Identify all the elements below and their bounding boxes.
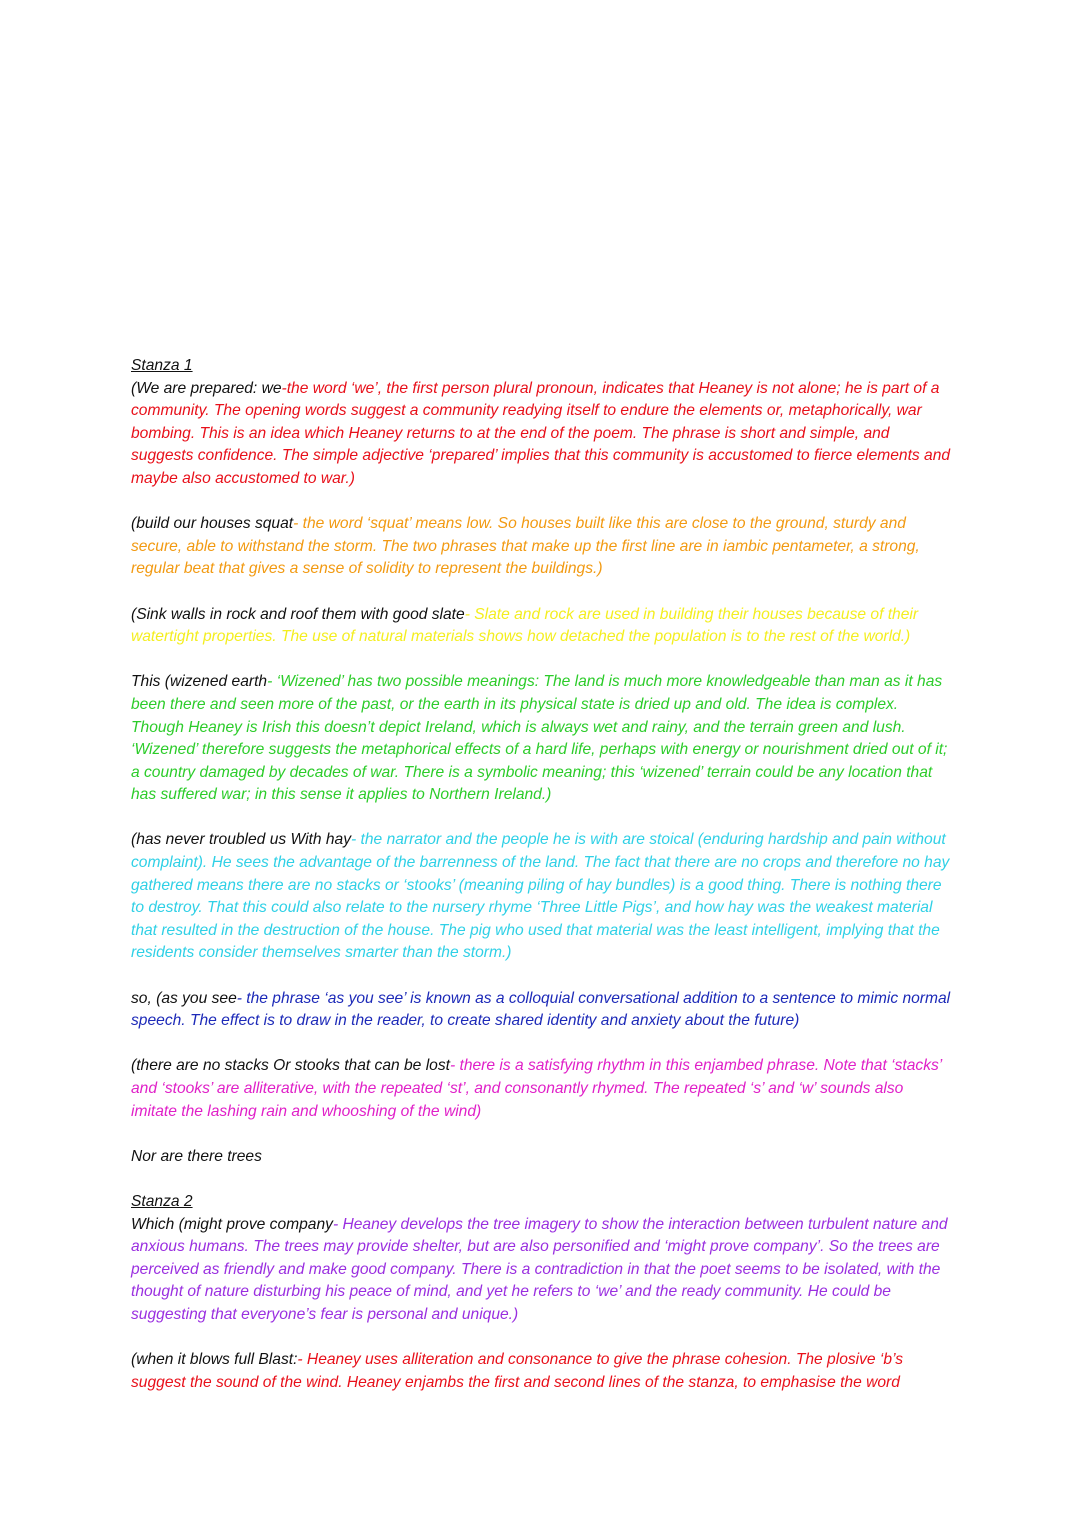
annotation-paragraph	[131, 1214, 951, 1327]
poem-quote: Which (might prove company	[131, 1215, 333, 1233]
poem-quote: (build our houses squat	[131, 515, 294, 533]
annotation-note: - ‘Wizened’ has two possible meanings: The land is much more knowledgeable than man as it has been there and seen more of the past, or the earth in its physical state is dried up and old. The idea is complex. Though Heaney is Irish this doesn’t depict Ireland, which is always wet and rainy, and the terrain green and lush. ‘Wizened’ therefore suggests the metaphorical effects of a hard life, perhaps with energy or nourishment dried out of it; a country damaged by decades of war. There is a symbolic meaning; this ‘wizened’ terrain could be any location that has suffered war; in this sense it applies to Northern Ireland.)	[131, 673, 948, 804]
stanza-1-heading: Stanza 1	[131, 357, 193, 374]
annotation-paragraph	[131, 513, 951, 581]
annotation-paragraph	[131, 378, 951, 491]
poem-quote: (Sink walls in rock and roof them with good slate	[131, 605, 465, 623]
annotation-note: - there is a satisfying rhythm in this enjambed phrase. Note that ‘stacks’ and ‘stooks’ are alliterative, with the repeated ‘st’, and consonantly rhymed. The repeated ‘s’ and ‘w’ sounds also imitate the lashing rain and whooshing of the wind)	[131, 1057, 942, 1120]
poem-quote: (there are no stacks Or stooks that can be lost	[131, 1057, 450, 1075]
stanza-2-heading: Stanza 2	[131, 1192, 193, 1210]
annotation-paragraph	[131, 829, 951, 965]
poem-line	[131, 1146, 951, 1169]
poem-quote: (has never troubled us With hay	[131, 831, 352, 849]
poem-quote: so, (as you see	[131, 989, 237, 1007]
annotation-note: - the word ‘squat’ means low. So houses built like this are close to the ground, sturdy and secure, able to withstand the storm. The two phrases that make up the first line are in iambic pentameter, a strong, regular beat that gives a sense of solidity to represent the buildings.)	[131, 515, 920, 578]
annotation-note: - Heaney uses alliteration and consonance to give the phrase cohesion. The plosive ‘b’s suggest the sound of the wind. Heaney enjambs the first and second lines of the stanza, to emphasise the word	[131, 1351, 904, 1391]
poem-quote: Nor are there trees	[131, 1147, 262, 1165]
annotation-note: - Slate and rock are used in building their houses because of their watertight properties. The use of natural materials shows how detached the population is to the rest of the world.)	[131, 605, 919, 646]
document-page	[131, 355, 951, 1417]
annotation-note: - the phrase ‘as you see’ is known as a colloquial conversational addition to a sentence to mimic normal speech. The effect is to draw in the reader, to create shared identity and anxiety about the future)	[131, 989, 951, 1030]
poem-quote: (when it blows full Blast:	[131, 1351, 298, 1369]
poem-quote: (We are prepared: we	[131, 379, 282, 397]
annotation-note: -the word ‘we’, the first person plural pronoun, indicates that Heaney is not alone; he is part of a community. The opening words suggest a community readying itself to endure the elements or, metaphorically, war bombing. This is an idea which Heaney returns to at the end of the poem. The phrase is short and simple, and suggests confidence. The simple adjective ‘prepared’ implies that this community is accustomed to fierce elements and maybe also accustomed to war.)	[131, 379, 951, 487]
annotation-paragraph	[131, 671, 951, 807]
poem-quote: This (wizened earth	[131, 673, 268, 691]
annotation-paragraph	[131, 1055, 951, 1123]
annotation-paragraph	[131, 988, 951, 1033]
annotation-note: - the narrator and the people he is with are stoical (enduring hardship and pain without complaint). He sees the advantage of the barrenness of the land. The fact that there are no crops and therefore no hay gathered means there are no stacks or ‘stooks’ (meaning piling of hay bundles) is a good thing. There is nothing there to destroy. That this could also relate to the nursery rhyme ‘Three Little Pigs’, and how hay was the weakest material that resulted in the destruction of the house. The pig who used that material was the least intelligent, implying that the residents consider themselves smarter than the storm.)	[131, 831, 950, 962]
annotation-paragraph	[131, 604, 951, 649]
annotation-paragraph	[131, 1349, 951, 1394]
annotation-note: - Heaney develops the tree imagery to show the interaction between turbulent nature and anxious humans. The trees may provide shelter, but are also personified and ‘might prove company’. So the trees are perceived as friendly and make good company. There is a contradiction in that the poet seems to be isolated, with the thought of nature disturbing his peace of mind, and yet he refers to ‘we’ and the ready community. He could be suggesting that everyone’s fear is personal and unique.)	[131, 1215, 948, 1323]
